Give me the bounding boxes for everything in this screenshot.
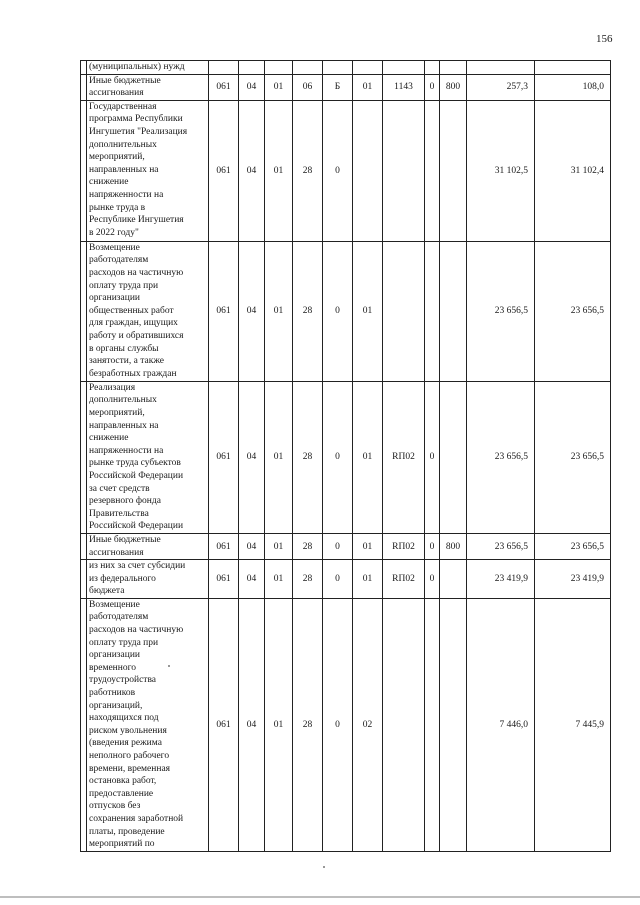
- table-row: [81, 100, 611, 241]
- cell-sub-code: [425, 100, 440, 241]
- cell-subprogram: 0: [323, 560, 353, 599]
- cell-section: 04: [239, 74, 265, 100]
- table-cell: [239, 61, 265, 75]
- cell-amount-1: 31 102,5: [467, 100, 535, 241]
- row-name: из них за счет субсидии из федерального бюджета: [87, 560, 209, 599]
- cell-amount-1: 23 419,9: [467, 560, 535, 599]
- cell-amount-1: 23 656,5: [467, 381, 535, 533]
- scan-speck: [323, 866, 325, 868]
- cell-section: 04: [239, 241, 265, 381]
- cell-section: 04: [239, 381, 265, 533]
- table-cell: [425, 61, 440, 75]
- cell-expense-type: [440, 381, 467, 533]
- cell-sub-code: [425, 241, 440, 381]
- row-name: Возмещение работодателям расходов на частичную оплату труда при организации временного трудоустройства работников организаций, находящихся под риском увольнения (введения режима неполного рабочего времени, временная остановка работ, предоставление отпусков без сохранения заработной платы, проведение мероприятий по: [87, 598, 209, 851]
- table-cell: [209, 61, 239, 75]
- cell-program: 28: [293, 381, 323, 533]
- table-cell: [265, 61, 293, 75]
- table-row: [81, 381, 611, 533]
- cell-amount-2: 23 656,5: [535, 533, 611, 559]
- cell-amount-1: 257,3: [467, 74, 535, 100]
- cell-direction: RП02: [383, 381, 425, 533]
- cell-subsection: 01: [265, 74, 293, 100]
- table-cell: [535, 61, 611, 75]
- row-name: Реализация дополнительных мероприятий, направленных на снижение напряженности на рынке труда субъектов Российской Федерации за счет средств резервного фонда Правительства Российской Федерации: [87, 381, 209, 533]
- cell-subsection: 01: [265, 533, 293, 559]
- cell-program: 28: [293, 100, 323, 241]
- cell-expense-type: [440, 100, 467, 241]
- cell-amount-1: 23 656,5: [467, 533, 535, 559]
- cell-event: 01: [353, 560, 383, 599]
- cell-amount-2: 23 656,5: [535, 381, 611, 533]
- cell-expense-type: [440, 241, 467, 381]
- row-name: Иные бюджетные ассигнования: [87, 74, 209, 100]
- cell-amount-2: 31 102,4: [535, 100, 611, 241]
- table-cell: [323, 61, 353, 75]
- cell-subsection: 01: [265, 560, 293, 599]
- cell-sub-code: 0: [425, 381, 440, 533]
- cell-expense-type: [440, 598, 467, 851]
- cell-direction: RП02: [383, 533, 425, 559]
- table-cell: [383, 61, 425, 75]
- cell-section: 04: [239, 598, 265, 851]
- cell-event: 01: [353, 533, 383, 559]
- cell-section: 04: [239, 100, 265, 241]
- cell-section: 04: [239, 560, 265, 599]
- cell-subprogram: 0: [323, 598, 353, 851]
- scan-bottom-edge: [0, 896, 640, 898]
- cell-subprogram: 0: [323, 533, 353, 559]
- cell-amount-2: 23 419,9: [535, 560, 611, 599]
- cell-subprogram: 0: [323, 241, 353, 381]
- cell-event: 01: [353, 74, 383, 100]
- table-cell: [440, 61, 467, 75]
- cell-program: 28: [293, 533, 323, 559]
- table-row: [81, 74, 611, 100]
- cell-ministry-code: 061: [209, 100, 239, 241]
- cell-event: [353, 100, 383, 241]
- cell-expense-type: 800: [440, 74, 467, 100]
- cell-amount-1: 7 446,0: [467, 598, 535, 851]
- cell-program: 28: [293, 560, 323, 599]
- cell-event: 01: [353, 241, 383, 381]
- cell-program: 06: [293, 74, 323, 100]
- cell-subprogram: 0: [323, 381, 353, 533]
- table-cell: [353, 61, 383, 75]
- cell-direction: 1143: [383, 74, 425, 100]
- cell-direction: RП02: [383, 560, 425, 599]
- cell-subprogram: 0: [323, 100, 353, 241]
- cell-ministry-code: 061: [209, 560, 239, 599]
- cell-sub-code: 0: [425, 533, 440, 559]
- table-row: [81, 598, 611, 851]
- row-name: Иные бюджетные ассигнования: [87, 533, 209, 559]
- row-name: (муниципальных) нужд: [87, 61, 209, 75]
- cell-ministry-code: 061: [209, 74, 239, 100]
- cell-amount-2: 7 445,9: [535, 598, 611, 851]
- cell-subsection: 01: [265, 241, 293, 381]
- cell-subsection: 01: [265, 598, 293, 851]
- cell-ministry-code: 061: [209, 241, 239, 381]
- cell-subprogram: Б: [323, 74, 353, 100]
- table-row: [81, 61, 611, 75]
- cell-direction: [383, 241, 425, 381]
- cell-subsection: 01: [265, 381, 293, 533]
- cell-sub-code: 0: [425, 560, 440, 599]
- table-row: [81, 533, 611, 559]
- cell-sub-code: [425, 598, 440, 851]
- cell-amount-2: 23 656,5: [535, 241, 611, 381]
- cell-amount-2: 108,0: [535, 74, 611, 100]
- budget-table: [80, 60, 611, 852]
- row-name: Государственная программа Республики Ингушетия "Реализация дополнительных мероприятий, направленных на снижение напряженности на рынке труда в Республике Ингушетия в 2022 году": [87, 100, 209, 241]
- scan-speck: [168, 665, 170, 667]
- row-name: Возмещение работодателям расходов на частичную оплату труда при организации общественных работ для граждан, ищущих работу и обратившихся в органы службы занятости, а также безработных граждан: [87, 241, 209, 381]
- table-cell: [293, 61, 323, 75]
- cell-program: 28: [293, 598, 323, 851]
- page-number: 156: [596, 33, 613, 45]
- table-cell: [467, 61, 535, 75]
- cell-event: 01: [353, 381, 383, 533]
- cell-direction: [383, 598, 425, 851]
- cell-program: 28: [293, 241, 323, 381]
- cell-ministry-code: 061: [209, 533, 239, 559]
- cell-ministry-code: 061: [209, 598, 239, 851]
- cell-expense-type: [440, 560, 467, 599]
- cell-event: 02: [353, 598, 383, 851]
- cell-ministry-code: 061: [209, 381, 239, 533]
- cell-expense-type: 800: [440, 533, 467, 559]
- cell-subsection: 01: [265, 100, 293, 241]
- table-row: [81, 560, 611, 599]
- cell-sub-code: 0: [425, 74, 440, 100]
- table-row: [81, 241, 611, 381]
- cell-amount-1: 23 656,5: [467, 241, 535, 381]
- cell-direction: [383, 100, 425, 241]
- cell-section: 04: [239, 533, 265, 559]
